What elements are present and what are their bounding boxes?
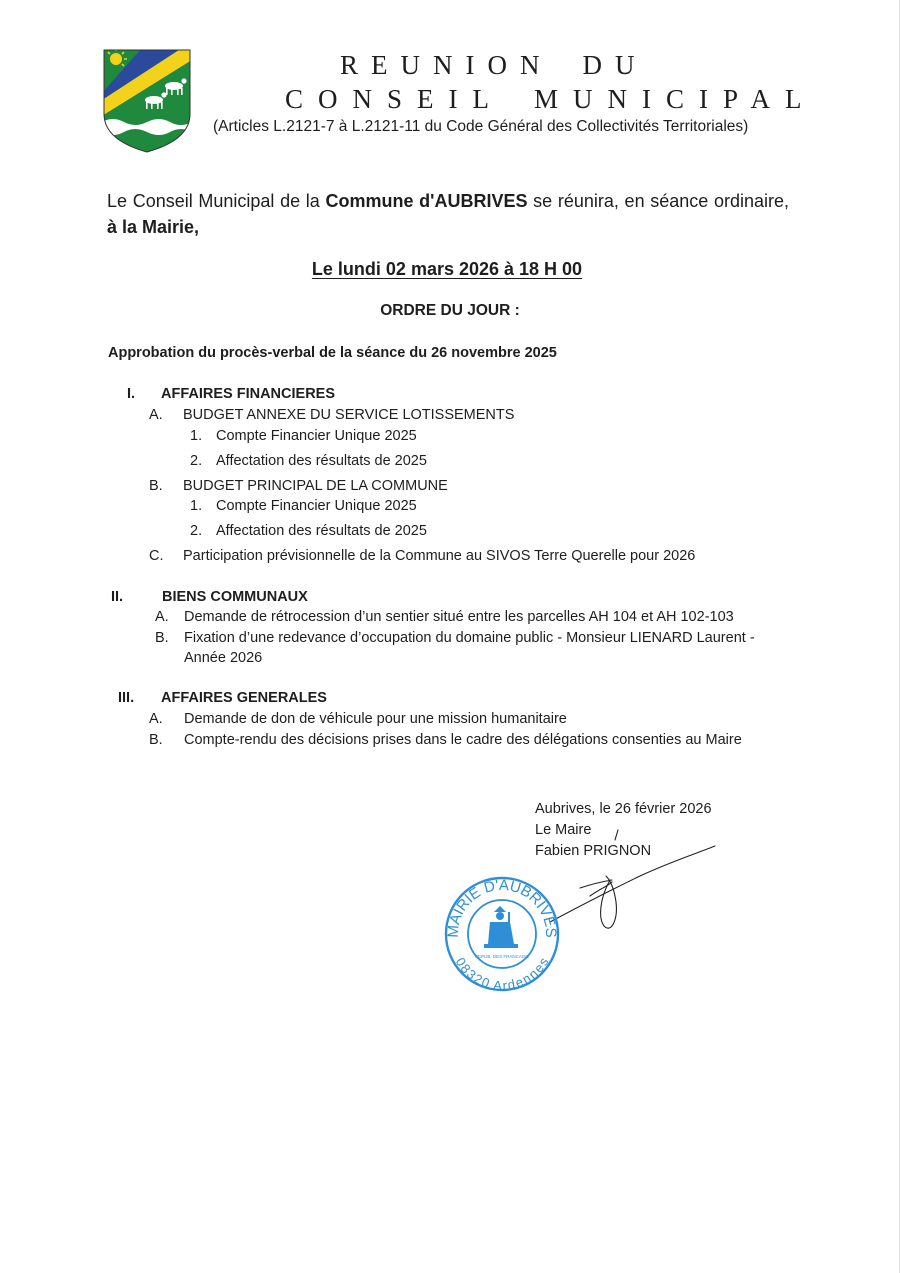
item-letter-2b: B. [155, 630, 169, 646]
stamp-upper-text: MAIRIE D'AUBRIVES [444, 876, 560, 939]
item-text-2a: Demande de rétrocession d’un sentier situé entre les parcelles AH 104 et AH 102-103 [184, 609, 734, 625]
title-word-municipal: MUNICIPAL [534, 84, 817, 114]
commune-coat-of-arms [102, 48, 192, 154]
section-title-property: BIENS COMMUNAUX [162, 589, 308, 605]
item-text-1b: BUDGET PRINCIPAL DE LA COMMUNE [183, 478, 448, 494]
subitem-number-1b1: 1. [190, 498, 203, 514]
signatory-role: Le Maire [535, 822, 592, 838]
subitem-text-1a1: Compte Financier Unique 2025 [216, 428, 417, 444]
section-numeral-1: I. [127, 386, 136, 402]
item-text-2b: Fixation d’une redevance d’occupation du domaine public - Monsieur LIENARD Laurent - [184, 630, 755, 646]
meeting-date [0, 259, 900, 280]
title-word-reunion: REUNION [340, 50, 553, 80]
section-numeral-3: III. [118, 690, 135, 706]
item-letter-1c: C. [149, 548, 164, 564]
stamp-lower-text: 08320 Ardennes [452, 954, 552, 992]
section-numeral-2: II. [111, 589, 124, 605]
item-text-2b-continued: Année 2026 [184, 650, 263, 666]
item-text-1c: Participation prévisionnelle de la Commune au SIVOS Terre Querelle pour 2026 [183, 548, 696, 564]
agenda-heading: ORDRE DU JOUR : [380, 302, 520, 319]
item-text-1a: BUDGET ANNEXE DU SERVICE LOTISSEMENTS [183, 407, 515, 423]
convocation-paragraph [107, 188, 789, 240]
place-and-date: Aubrives, le 26 février 2026 [535, 801, 712, 817]
title-word-conseil: CONSEIL [285, 84, 504, 114]
title-line-2 [285, 84, 817, 115]
stamp-inner-text: REPUB. DES FRANCAISE [474, 954, 530, 959]
subitem-number-1a1: 1. [190, 428, 203, 444]
intro-location: à la Mairie, [107, 217, 200, 237]
subitem-text-1b2: Affectation des résultats de 2025 [216, 523, 427, 539]
official-town-hall-stamp [438, 872, 566, 992]
item-letter-1b: B. [149, 478, 163, 494]
subitem-number-1a2: 2. [190, 453, 203, 469]
item-letter-3a: A. [149, 711, 163, 727]
intro-commune: Commune d'AUBRIVES [325, 191, 528, 211]
subitem-text-1a2: Affectation des résultats de 2025 [216, 453, 427, 469]
minutes-approval-item: Approbation du procès-verbal de la séance du 26 novembre 2025 [108, 345, 557, 361]
meeting-date-text: Le lundi 02 mars 2026 à 18 H 00 [311, 259, 583, 279]
item-letter-3b: B. [149, 732, 163, 748]
subitem-text-1b1: Compte Financier Unique 2025 [216, 498, 417, 514]
item-letter-1a: A. [149, 407, 163, 423]
intro-text-2: se réunira, en séance ordinaire, [527, 191, 790, 211]
legal-articles-reference: (Articles L.2121-7 à L.2121-11 du Code Général des Collectivités Territoriales) [213, 118, 749, 135]
title-word-du: DU [582, 50, 648, 80]
item-letter-2a: A. [155, 609, 169, 625]
title-line-1 [340, 50, 648, 81]
section-title-financial: AFFAIRES FINANCIERES [161, 386, 336, 402]
item-text-3a: Demande de don de véhicule pour une mission humanitaire [184, 711, 567, 727]
item-text-3b: Compte-rendu des décisions prises dans le cadre des délégations consenties au Maire [184, 732, 742, 748]
intro-text-1: Le Conseil Municipal de la [107, 191, 326, 211]
signatory-name: Fabien PRIGNON [535, 843, 652, 859]
subitem-number-1b2: 2. [190, 523, 203, 539]
section-title-general: AFFAIRES GENERALES [161, 690, 327, 706]
